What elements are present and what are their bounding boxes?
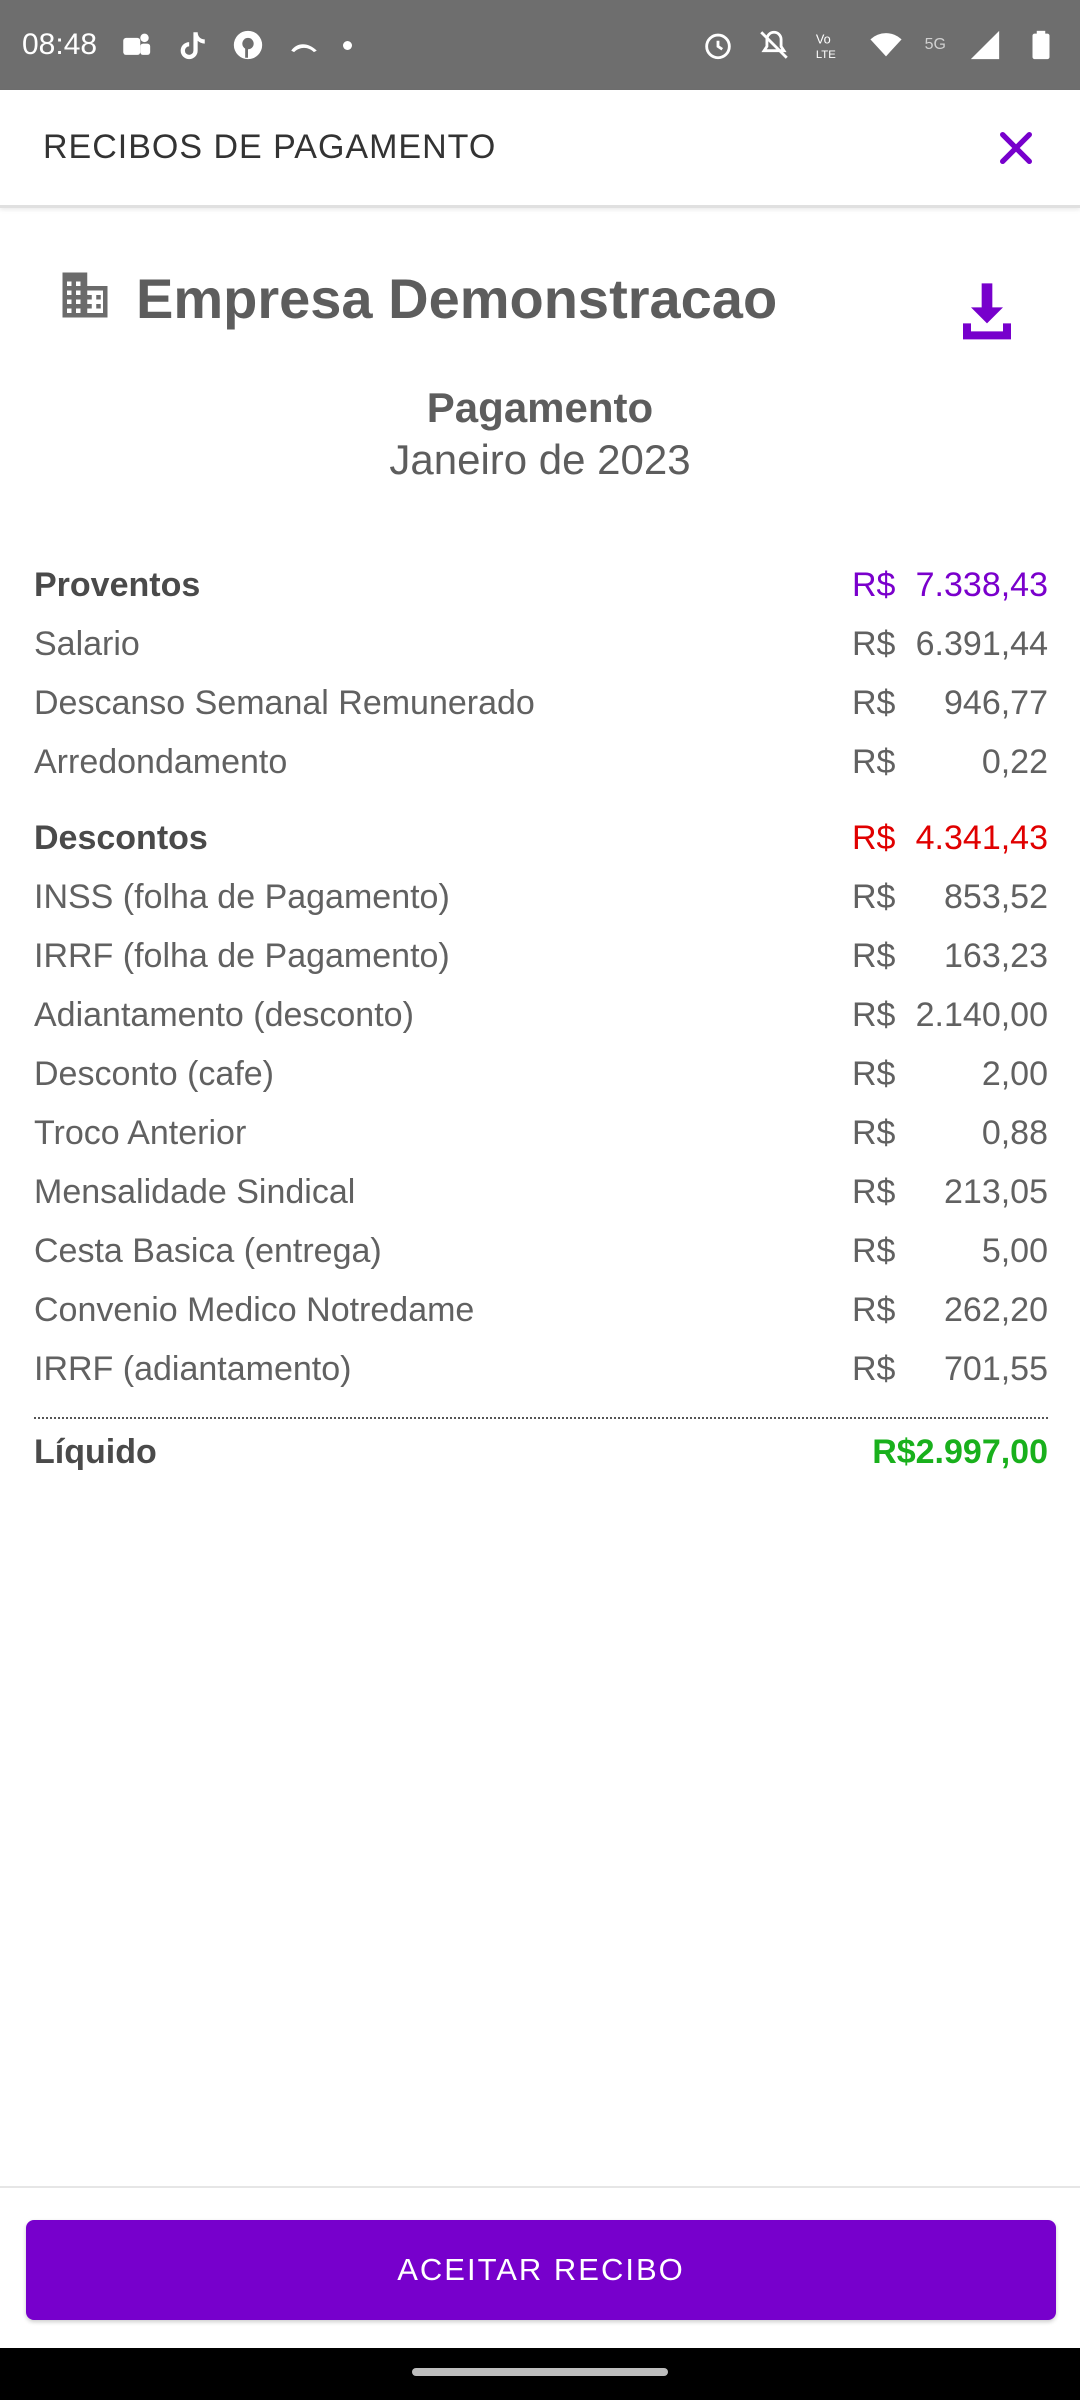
payment-period: Janeiro de 2023 xyxy=(389,436,691,483)
item-value: 701,55 xyxy=(944,1350,1048,1388)
item-value: 0,88 xyxy=(981,1114,1048,1152)
item-label: IRRF (adiantamento) xyxy=(34,1350,352,1388)
item-label: Cesta Basica (entrega) xyxy=(34,1232,382,1270)
signal-icon xyxy=(968,28,1002,62)
item-value: 5,00 xyxy=(981,1232,1048,1270)
currency-symbol: R$ xyxy=(852,684,896,722)
item-label: IRRF (folha de Pagamento) xyxy=(34,937,450,975)
currency-symbol: R$ xyxy=(852,743,896,781)
item-value: 0,22 xyxy=(981,743,1048,781)
download-icon[interactable] xyxy=(955,278,1019,342)
item-label: Arredondamento xyxy=(34,743,288,781)
item-label: Salario xyxy=(34,625,140,663)
notification-dot-icon xyxy=(343,41,352,50)
company-name: Empresa Demonstracao xyxy=(136,267,778,330)
page-title: RECIBOS DE PAGAMENTO xyxy=(43,128,497,166)
teams-icon xyxy=(119,28,153,62)
table-row xyxy=(34,737,1048,796)
tiktok-icon xyxy=(175,28,209,62)
alarm-icon xyxy=(701,28,735,62)
table-row xyxy=(34,1167,1048,1226)
table-row xyxy=(34,1108,1048,1167)
payment-title: Pagamento xyxy=(426,384,654,431)
mute-icon xyxy=(757,28,791,62)
item-label: Mensalidade Sindical xyxy=(34,1173,356,1211)
table-row xyxy=(34,872,1048,931)
item-value: 2.140,00 xyxy=(915,996,1048,1034)
currency-symbol: R$ xyxy=(852,1350,896,1388)
descontos-total: 4.341,43 xyxy=(915,819,1048,857)
currency-symbol: R$ xyxy=(852,996,896,1034)
table-row xyxy=(34,1285,1048,1344)
app-header xyxy=(0,90,1080,208)
item-label: Adiantamento (desconto) xyxy=(34,996,414,1034)
item-value: 6.391,44 xyxy=(915,625,1048,663)
close-button[interactable] xyxy=(988,120,1044,176)
receipt-table xyxy=(34,560,1048,1489)
table-row xyxy=(34,619,1048,678)
table-row xyxy=(34,1344,1048,1403)
currency-symbol: R$ xyxy=(852,1055,896,1093)
status-bar xyxy=(0,0,1080,90)
table-row xyxy=(34,990,1048,1049)
battery-icon xyxy=(1024,28,1058,62)
currency-symbol: R$ xyxy=(852,1173,896,1211)
wifi-icon xyxy=(869,28,903,62)
currency-symbol: R$ xyxy=(852,819,896,857)
item-value: 163,23 xyxy=(944,937,1048,975)
table-row xyxy=(34,1049,1048,1108)
currency-symbol: R$ xyxy=(852,937,896,975)
item-value: 213,05 xyxy=(944,1173,1048,1211)
system-nav-bar xyxy=(0,2348,1080,2400)
item-value: 946,77 xyxy=(944,684,1048,722)
currency-symbol: R$ xyxy=(852,878,896,916)
home-gesture-handle[interactable] xyxy=(412,2368,668,2376)
arc-icon xyxy=(287,28,321,62)
liquido-row xyxy=(34,1419,1048,1489)
table-row xyxy=(34,931,1048,990)
item-label: INSS (folha de Pagamento) xyxy=(34,878,450,916)
proventos-total: 7.338,43 xyxy=(915,566,1048,604)
close-icon xyxy=(996,128,1036,168)
currency-symbol: R$ xyxy=(852,566,896,604)
descontos-label: Descontos xyxy=(34,819,208,857)
descontos-header-row xyxy=(34,813,1048,872)
volte-icon xyxy=(813,28,847,62)
proventos-header-row xyxy=(34,560,1048,619)
pinterest-icon xyxy=(231,28,265,62)
bottom-action-bar xyxy=(0,2186,1080,2350)
currency-symbol: R$ xyxy=(852,1232,896,1270)
liquido-value: R$2.997,00 xyxy=(872,1433,1048,1471)
network-type: 5G xyxy=(924,36,946,53)
svg-text:LTE: LTE xyxy=(815,48,836,61)
item-label: Troco Anterior xyxy=(34,1114,247,1152)
svg-text:Vo: Vo xyxy=(815,31,831,47)
clock: 08:48 xyxy=(22,28,98,61)
item-value: 262,20 xyxy=(944,1291,1048,1329)
proventos-label: Proventos xyxy=(34,566,201,604)
item-value: 2,00 xyxy=(981,1055,1048,1093)
currency-symbol: R$ xyxy=(852,1291,896,1329)
building-icon xyxy=(58,268,112,322)
item-label: Descanso Semanal Remunerado xyxy=(34,684,535,722)
liquido-label: Líquido xyxy=(34,1433,157,1471)
currency-symbol: R$ xyxy=(852,625,896,663)
table-row xyxy=(34,1226,1048,1285)
item-label: Desconto (cafe) xyxy=(34,1055,274,1093)
currency-symbol: R$ xyxy=(852,1114,896,1152)
table-row xyxy=(34,678,1048,737)
item-label: Convenio Medico Notredame xyxy=(34,1291,475,1329)
accept-receipt-button[interactable]: ACEITAR RECIBO xyxy=(26,2220,1056,2320)
item-value: 853,52 xyxy=(944,878,1048,916)
